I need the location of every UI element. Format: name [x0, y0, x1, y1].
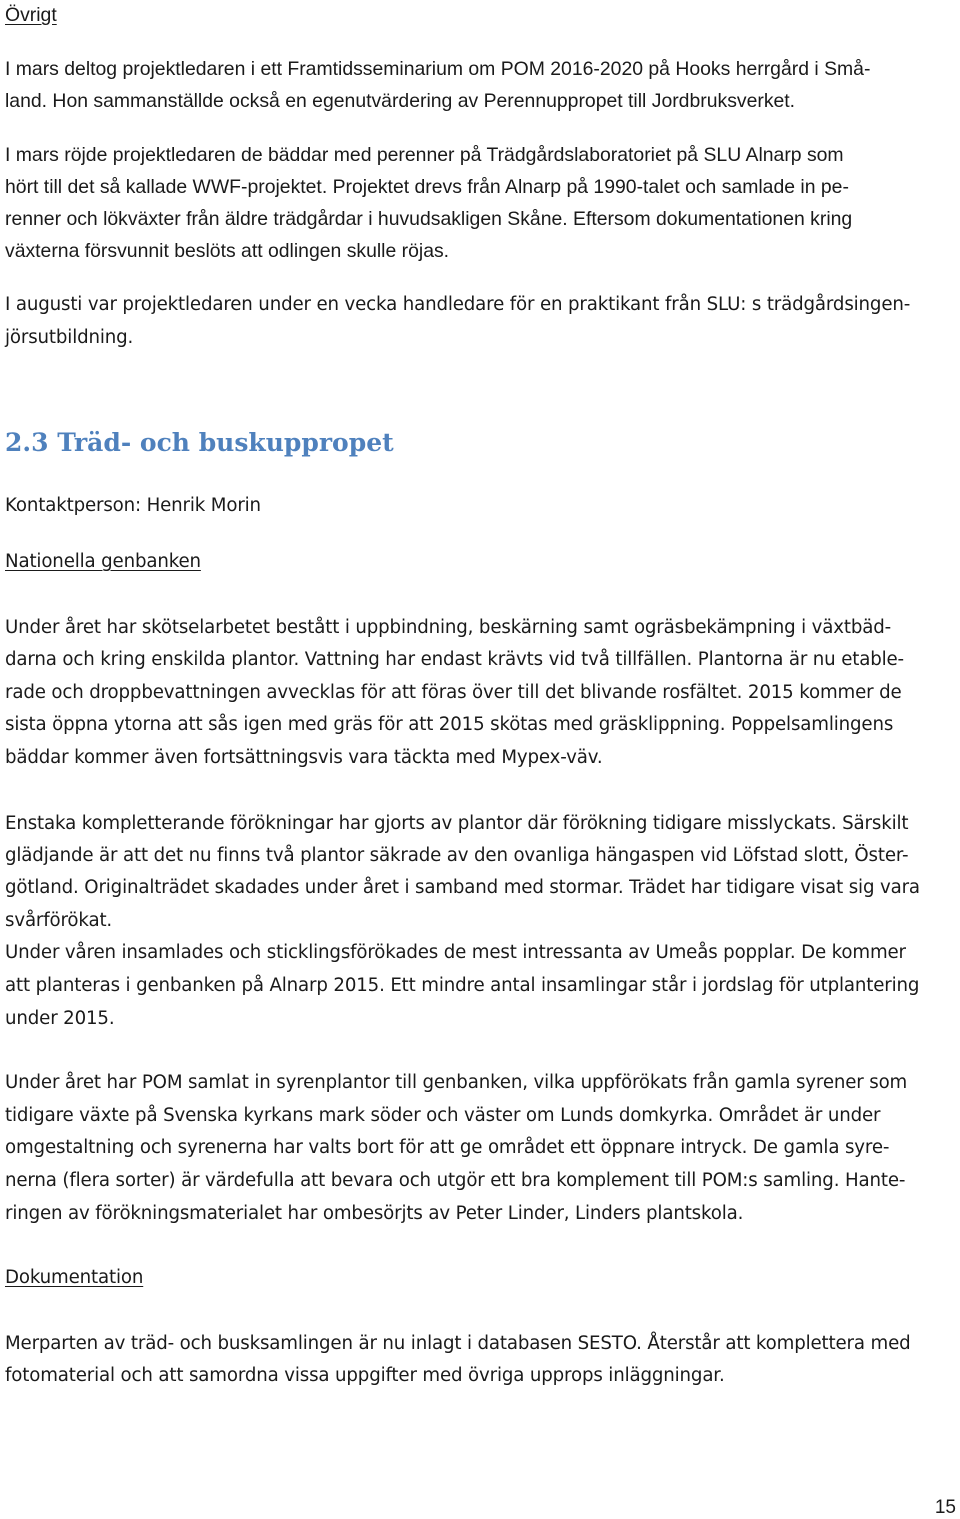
genbanken-p2-line-1: Enstaka kompletterande förökningar har gjorts av plantor där förökning tidigare misslyckats. Särskilt: [5, 813, 909, 834]
genbanken-p3-line-1: Under året har POM samlat in syrenplantor till genbanken, vilka uppförökats från gamla syrener som: [5, 1072, 908, 1093]
ovrigt-p3-line-2: jörsutbildning.: [5, 327, 134, 348]
ovrigt-p1-line-2: land. Hon sammanställde också en egenutvärdering av Perennuppropet till Jordbruksverket.: [5, 90, 796, 112]
genbanken-p1-line-1: Under året har skötselarbetet bestått i uppbindning, beskärning samt ogräsbekämpning i växtbäd-: [5, 617, 892, 638]
page-number: 15: [934, 1497, 956, 1518]
dokumentation-p-line-1: Merparten av träd- och busksamlingen är nu inlagt i databasen SESTO. Återstår att komplettera med: [5, 1333, 911, 1354]
genbanken-p3-line-2: tidigare växte på Svenska kyrkans mark söder och väster om Lunds domkyrka. Området är under: [5, 1105, 881, 1126]
genbanken-p2-line-5: Under våren insamlades och sticklingsförökades de mest intressanta av Umeås popplar. De kommer: [5, 942, 906, 963]
genbanken-p2-line-6: att planteras i genbanken på Alnarp 2015. Ett mindre antal insamlingar står i jordslag för utplantering: [5, 975, 920, 996]
subheading-dokumentation: Dokumentation: [5, 1267, 144, 1288]
genbanken-p2-line-7: under 2015.: [5, 1008, 115, 1029]
ovrigt-p2-line-3: renner och lökväxter från äldre trädgårdar i huvudsakligen Skåne. Eftersom dokumentationen kring: [5, 208, 853, 230]
ovrigt-p1-line-1: I mars deltog projektledaren i ett Framtidsseminarium om POM 2016-2020 på Hooks herrgård i Små-: [5, 58, 871, 80]
genbanken-p3-line-3: omgestaltning och syrenerna har valts bort för att ge området ett öppnare intryck. De gamla syre-: [5, 1137, 890, 1158]
genbanken-p1-line-2: darna och kring enskilda plantor. Vattning har endast krävts vid två tillfällen. Plantorna är nu etable-: [5, 649, 904, 670]
genbanken-p2-line-4: svårförökat.: [5, 910, 113, 931]
ovrigt-p2-line-2: hört till det så kallade WWF-projektet. Projektet drevs från Alnarp på 1990-talet och samlade in pe-: [5, 176, 849, 198]
genbanken-p2-line-3: götland. Originalträdet skadades under året i samband med stormar. Trädet har tidigare visat sig vara: [5, 877, 920, 898]
genbanken-p1-line-3: rade och droppbevattningen avvecklas för att föras över till det blivande rosfältet. 2015 kommer de: [5, 682, 902, 703]
genbanken-p1-line-4: sista öppna ytorna att sås igen med gräs för att 2015 skötas med gräsklippning. Poppelsamlingens: [5, 714, 894, 735]
ovrigt-p2-line-4: växterna försvunnit beslöts att odlingen skulle röjas.: [5, 240, 450, 262]
section-heading-2-3: 2.3 Träd- och buskuppropet: [5, 428, 394, 457]
contact-person: Kontaktperson: Henrik Morin: [5, 495, 261, 516]
heading-ovrigt: Övrigt: [5, 4, 57, 26]
genbanken-p3-line-4: nerna (flera sorter) är värdefulla att bevara och utgör ett bra komplement till POM:s samling. Hante-: [5, 1170, 906, 1191]
dokumentation-p-line-2: fotomaterial och att samordna vissa uppgifter med övriga upprops inläggningar.: [5, 1365, 725, 1386]
genbanken-p1-line-5: bäddar kommer även fortsättningsvis vara täckta med Mypex-väv.: [5, 747, 603, 768]
genbanken-p3-line-5: ringen av förökningsmaterialet har ombesörjts av Peter Linder, Linders plantskola.: [5, 1203, 744, 1224]
subheading-nationella-genbanken: Nationella genbanken: [5, 551, 201, 572]
ovrigt-p3-line-1: I augusti var projektledaren under en vecka handledare för en praktikant från SLU: s trädgårdsingen-: [5, 294, 911, 315]
ovrigt-p2-line-1: I mars röjde projektledaren de bäddar med perenner på Trädgårdslaboratoriet på SLU Alnarp som: [5, 144, 844, 166]
genbanken-p2-line-2: glädjande är att det nu finns två plantor säkrade av den ovanliga hängaspen vid Löfstad slott, Öster-: [5, 845, 909, 866]
